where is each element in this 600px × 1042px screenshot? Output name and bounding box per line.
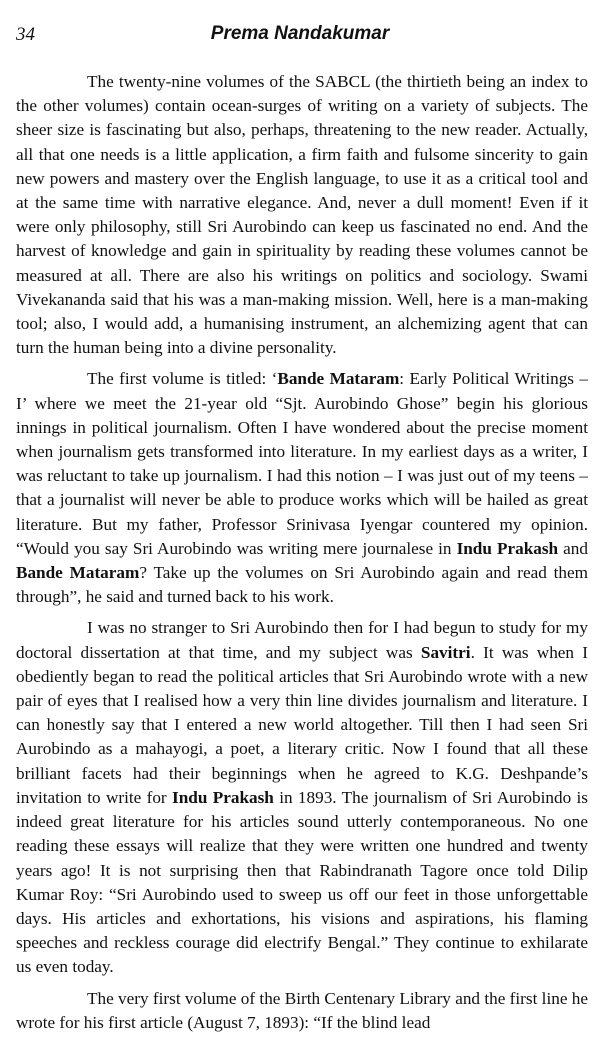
bold-title-text: Indu Prakash: [172, 787, 274, 807]
body-text: [16, 70, 588, 1042]
paragraph-text: The first volume is titled: ‘: [87, 369, 278, 389]
page-header: [16, 24, 584, 48]
bold-title-text: Savitri: [420, 642, 471, 662]
paragraph-bande-mataram: [16, 367, 588, 609]
paragraph-text: I was no stranger to Sri Aurobindo then for I had begun to study for my doctoral dissertation at that time, and my subject was: [16, 618, 588, 662]
paragraph-text: The very first volume of the Birth Centenary Library and the first line he wrote for his first article (August 7, 1893): “If the blind lead: [16, 988, 588, 1032]
paragraph-text: . It was when I obediently began to read the political articles that Sri Aurobindo wrote with a new pair of eyes that I realised how a very thin line divides journalism and literature. I can honestly say that I entered a new world altogether. Till then I had seen Sri Aurobindo as a mahayogi, a poet, a literary critic. Now I found that all these brilliant facets had their beginnings when he agreed to K.G. Deshpande’s invitation to write for: [16, 642, 588, 807]
running-title: Prema Nandakumar: [210, 23, 390, 44]
bold-title-text: Indu Prakash: [456, 538, 559, 558]
paragraph-sabcl-volumes: [16, 70, 588, 360]
paragraph-birth-centenary: [16, 987, 588, 1035]
paragraph-text: in 1893. The journalism of Sri Aurobindo is indeed great literature for his articles sound utterly contemporaneous. No one reading these essays will realize that they were written one hundred and twenty years ago! It is not surprising then that Rabindranath Tagore once told Dilip Kumar Roy: “Sri Aurobindo used to sweep us off our feet in those unforgettable days. His articles and exhortations, his visions and aspirations, his flaming speeches and reckless courage did electrify Bengal.” They continue to exhilarate us even today.: [16, 787, 588, 977]
paragraph-text: : Early Political Writings – I’ where we meet the 21-year old “Sjt. Aurobindo Ghose” begin his glorious innings in political journalism. Often I have wondered about the precise moment when journalism gets transformed into literature. In my earliest days as a writer, I was reluctant to take up journalism. I had this notion – I was just out of my teens – that a journalist will never be able to produce works which will be hailed as great literature. But my father, Professor Srinivasa Iyengar countered my opinion. “Would you say Sri Aurobindo was writing mere journalese in: [16, 369, 588, 558]
paragraph-text: and: [558, 538, 588, 558]
paragraph-text: ? Take up the volumes on Sri Aurobindo again and read them through”, he said and turned back to his work.: [16, 563, 588, 607]
paragraph-text: The twenty-nine volumes of the SABCL (the thirtieth being an index to the other volumes) contain ocean-surges of writing on a variety of subjects. The sheer size is fascinating but also, perhaps, threatening to the new reader. Actually, all that one needs is a little application, a firm faith and fulsome sincerity to gain new powers and mastery over the English language, to use it as a critical tool and at the same time with narrative elegance. And, never a dull moment! Even if it were only philosophy, still Sri Aurobindo can keep us fascinated no end. And the harvest of knowledge and gain in spirituality by reading these volumes cannot be measured at all. There are also his writings on politics and sociology. Swami Vivekananda said that his was a man-making mission. Well, here is a man-making tool; also, I would add, a humanising instrument, an alchemizing agent that can turn the human being into a divine personality.: [16, 72, 588, 358]
bold-title-text: Bande Mataram: [16, 563, 140, 583]
paragraph-savitri: [16, 616, 588, 979]
page-number: 34: [16, 24, 35, 45]
bold-title-text: Bande Mataram: [277, 369, 400, 389]
